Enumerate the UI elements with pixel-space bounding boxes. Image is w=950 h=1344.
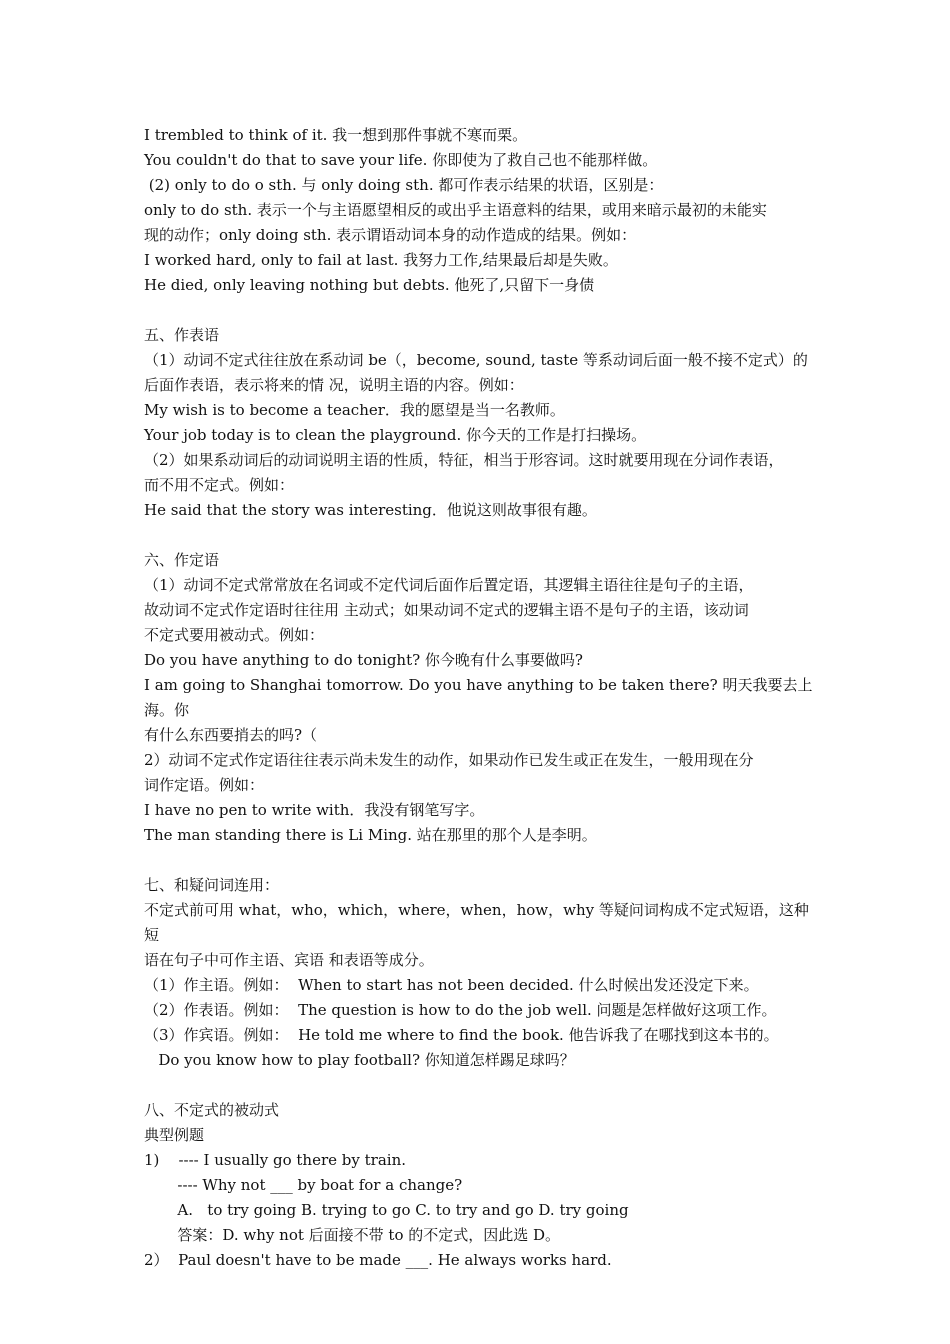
answer-options: A. to try going B. trying to go C. to try and go D. try going [144, 1201, 629, 1219]
text-line: only to do sth. 表示一个与主语愿望相反的或出乎主语意料的结果，或用来暗示最初的未能实 [144, 201, 767, 219]
text-line: （1）动词不定式往往放在系动词 be（，become, sound, taste 等系动词后面一般不接不定式）的 [144, 351, 808, 369]
text-line: 后面作表语，表示将来的情 况，说明主语的内容。例如： [144, 376, 524, 394]
text-line: (2) only to do o sth. 与 only doing sth. 都可作表示结果的状语，区别是： [144, 176, 664, 194]
question-line: ---- Why not ___ by boat for a change? [144, 1176, 463, 1194]
paragraph-spacer [144, 298, 816, 323]
text-line: （2）如果系动词后的动词说明主语的性质，特征，相当于形容词。这时就要用现在分词作表语， [144, 451, 784, 469]
text-line: 语在句子中可作主语、宾语 和表语等成分。 [144, 951, 434, 969]
text-line: （3）作宾语。例如： He told me where to find the book. 他告诉我了在哪找到这本书的。 [144, 1026, 779, 1044]
paragraph-spacer [144, 523, 816, 548]
text-line: The man standing there is Li Ming. 站在那里的那个人是李明。 [144, 826, 597, 844]
document-body [144, 123, 816, 1273]
text-line: I worked hard, only to fail at last. 我努力工作,结果最后却是失败。 [144, 251, 618, 269]
text-line: 故动词不定式作定语时往往用 主动式；如果动词不定式的逻辑主语不是句子的主语，该动词 [144, 601, 749, 619]
text-line: He died, only leaving nothing but debts. 他死了,只留下一身债 [144, 276, 595, 294]
question-line: 2） Paul doesn't have to be made ___. He always works hard. [144, 1251, 612, 1269]
text-line: My wish is to become a teacher．我的愿望是当一名教师。 [144, 401, 565, 419]
text-line: Your job today is to clean the playground. 你今天的工作是打扫操场。 [144, 426, 647, 444]
text-line: You couldn't do that to save your life. 你即使为了救自己也不能那样做。 [144, 151, 658, 169]
paragraph-spacer [144, 848, 816, 873]
paragraph-spacer [144, 1073, 816, 1098]
text-line: Do you know how to play football? 你知道怎样踢足球吗？ [144, 1051, 575, 1069]
text-line: （1）作主语。例如： When to start has not been decided. 什么时候出发还没定下来。 [144, 976, 759, 994]
text-line: 不定式要用被动式。例如： [144, 626, 325, 644]
text-line: （2）作表语。例如： The question is how to do the job well. 问题是怎样做好这项工作。 [144, 1001, 777, 1019]
text-line: 现的动作；only doing sth. 表示谓语动词本身的动作造成的结果。例如： [144, 226, 637, 244]
section-heading: 五、作表语 [144, 326, 220, 344]
answer-explanation: 答案：D. why not 后面接不带 to 的不定式，因此选 D。 [144, 1226, 561, 1244]
text-line: 不定式前可用 what，who，which，where，when，how，why 等疑问词构成不定式短语，这种短 [144, 901, 809, 944]
text-line: Do you have anything to do tonight? 你今晚有什么事要做吗? [144, 651, 583, 669]
text-line: 典型例题 [144, 1126, 205, 1144]
text-line: 而不用不定式。例如： [144, 476, 295, 494]
text-line: I am going to Shanghai tomorrow. Do you have anything to be taken there? 明天我要去上海。你 [144, 676, 813, 719]
text-line: 词作定语。例如： [144, 776, 265, 794]
text-line: （1）动词不定式常常放在名词或不定代词后面作后置定语，其逻辑主语往往是句子的主语， [144, 576, 754, 594]
text-line: I have no pen to write with．我没有钢笔写字。 [144, 801, 485, 819]
section-heading: 七、和疑问词连用： [144, 876, 280, 894]
section-heading: 八、不定式的被动式 [144, 1101, 280, 1119]
section-heading: 六、作定语 [144, 551, 220, 569]
text-line: 2）动词不定式作定语往往表示尚未发生的动作，如果动作已发生或正在发生，一般用现在分 [144, 751, 754, 769]
text-line: 有什么东西要捎去的吗?（ [144, 726, 318, 744]
question-line: 1) ---- I usually go there by train. [144, 1151, 406, 1169]
text-line: He said that the story was interesting．他说这则故事很有趣。 [144, 501, 597, 519]
text-line: I trembled to think of it. 我一想到那件事就不寒而栗。 [144, 126, 528, 144]
